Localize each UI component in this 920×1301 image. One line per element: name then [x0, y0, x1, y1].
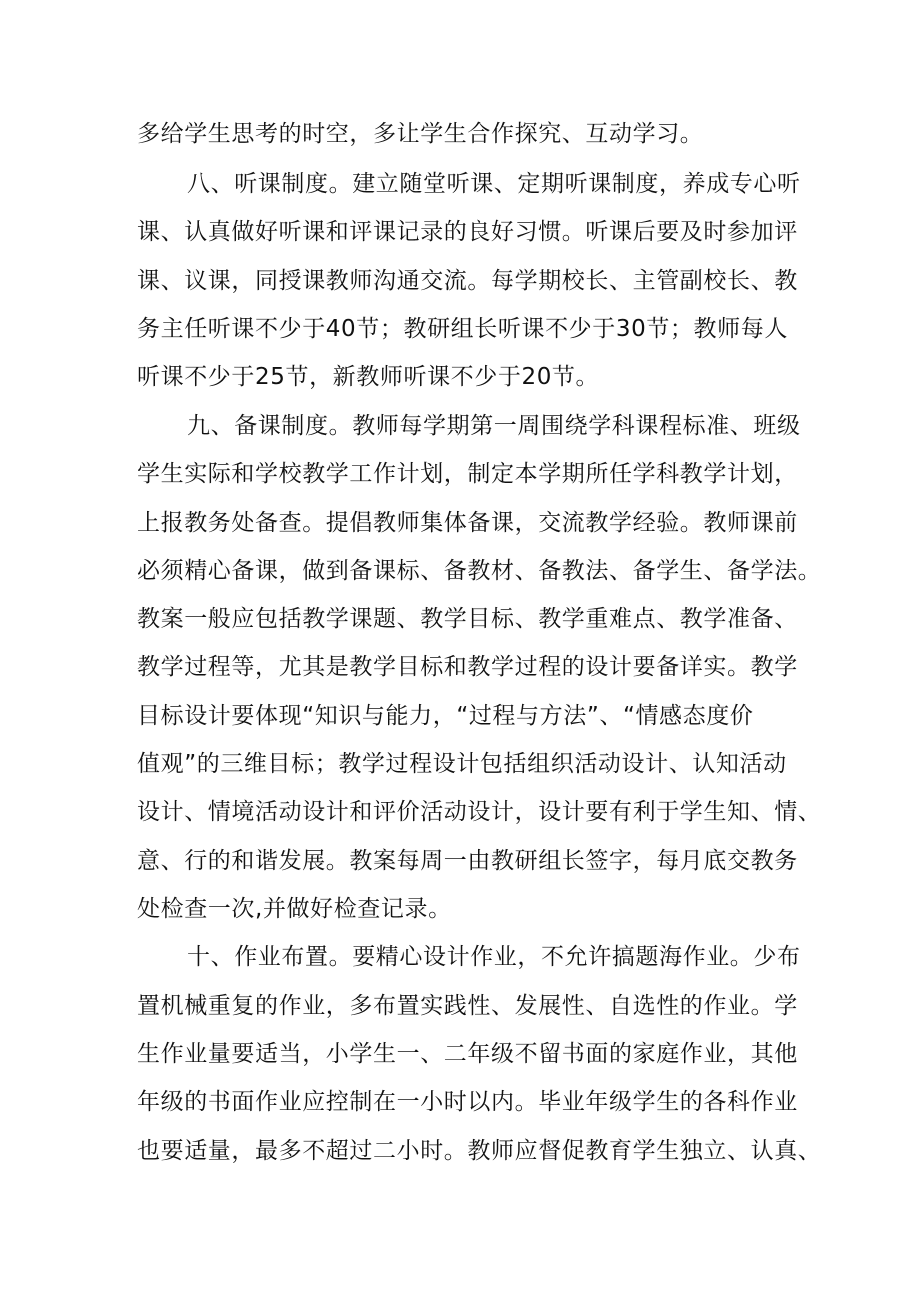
text-line-13: 目标设计要体现“知识与能力，“过程与方法”、“情感态度价 — [137, 703, 754, 729]
text-line-16: 意、行的和谐发展。教案每周一由教研组长签字，每月底交教务 — [137, 848, 798, 874]
text-line-5: 务主任听课不少于40节；教研组长听课不少于30节；教师每人 — [137, 316, 788, 342]
text-line-22: 也要适量，最多不超过二小时。教师应督促教育学生独立、认真、 — [137, 1138, 822, 1164]
text-line-14: 值观”的三维目标；教学过程设计包括组织活动设计、认知活动 — [137, 751, 787, 777]
text-line-11: 教案一般应包括教学课题、教学目标、教学重难点、教学准备、 — [137, 606, 798, 632]
text-line-4: 课、议课，同授课教师沟通交流。每学期校长、主管副校长、教 — [137, 268, 798, 294]
text-line-17: 处检查一次,并做好检查记录。 — [137, 896, 452, 922]
text-line-6: 听课不少于25节，新教师听课不少于20节。 — [137, 364, 600, 390]
text-line-12: 教学过程等，尤其是教学目标和教学过程的设计要备详实。教学 — [137, 654, 798, 680]
text-line-3: 课、认真做好听课和评课记录的良好习惯。听课后要及时参加评 — [137, 219, 798, 245]
text-line-10: 必须精心备课，做到备课标、备教材、备教法、备学生、备学法。 — [137, 558, 822, 584]
section-heading-nine: 九、备课制度。教师每学期第一周围绕学科课程标准、班级 — [187, 413, 801, 439]
text-line-1: 多给学生思考的时空，多让学生合作探究、互动学习。 — [137, 121, 704, 147]
text-line-15: 设计、情境活动设计和评价活动设计，设计要有利于学生知、情、 — [137, 799, 822, 825]
text-line-9: 上报教务处备查。提倡教师集体备课，交流教学经验。教师课前 — [137, 510, 798, 536]
section-heading-eight: 八、听课制度。建立随堂听课、定期听课制度，养成专心听 — [187, 171, 801, 197]
text-line-8: 学生实际和学校教学工作计划，制定本学期所任学科教学计划， — [137, 461, 798, 487]
section-heading-ten: 十、作业布置。要精心设计作业，不允许搞题海作业。少布 — [187, 944, 801, 970]
text-line-21: 年级的书面作业应控制在一小时以内。毕业年级学生的各科作业 — [137, 1089, 798, 1115]
text-line-19: 置机械重复的作业，多布置实践性、发展性、自选性的作业。学 — [137, 993, 798, 1019]
text-line-20: 生作业量要适当，小学生一、二年级不留书面的家庭作业，其他 — [137, 1041, 798, 1067]
